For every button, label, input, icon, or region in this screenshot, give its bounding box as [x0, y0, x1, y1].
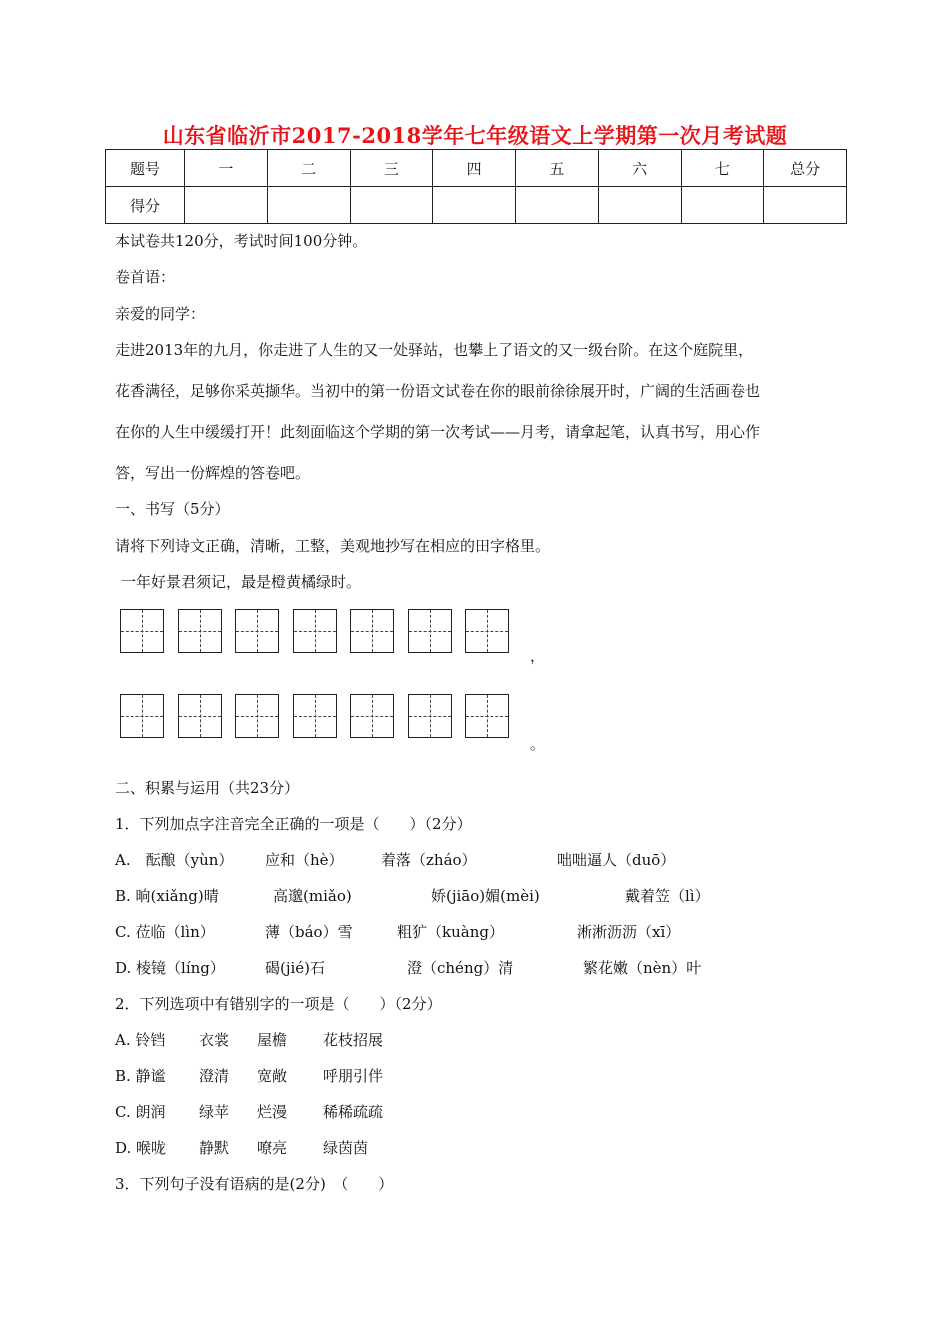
- score-table-col: 四: [433, 150, 516, 187]
- preface-paragraph-line: 走进2013年的九月，你走进了人生的又一处驿站，也攀上了语文的又一级台阶。在这个庭院里，: [115, 341, 754, 359]
- score-cell[interactable]: [681, 187, 764, 224]
- page-title: 山东省临沂市2017-2018学年七年级语文上学期第一次月考试题: [162, 123, 788, 148]
- preface-label: 卷首语：: [115, 268, 176, 286]
- section2-heading: 二、积累与运用（共23分）: [115, 779, 300, 797]
- tianzige-box[interactable]: [235, 694, 279, 738]
- section1-heading: 一、书写（5分）: [115, 500, 230, 518]
- tianzige-row-2: [120, 694, 523, 738]
- section1-instruction: 请将下列诗文正确，清晰，工整，美观地抄写在相应的田字格里。: [115, 537, 551, 555]
- q2-option-c[interactable]: C. 朗润 绿苹 烂漫 稀稀疏疏: [115, 1103, 384, 1121]
- row1-punctuation: ，: [530, 647, 546, 665]
- preface-paragraph-line: 答，写出一份辉煌的答卷吧。: [115, 464, 311, 482]
- score-table-col: 二: [267, 150, 350, 187]
- poem-line: 一年好景君须记，最是橙黄橘绿时。: [121, 573, 362, 591]
- q1-option-c[interactable]: C. 莅临（lìn） 薄（báo）雪 粗犷（kuàng） 淅淅沥沥（xī）: [115, 923, 681, 941]
- preface-paragraph-line: 在你的人生中缓缓打开！此刻面临这个学期的第一次考试——月考，请拿起笔，认真书写，用心作: [115, 423, 761, 441]
- tianzige-box[interactable]: [120, 609, 164, 653]
- tianzige-box[interactable]: [350, 694, 394, 738]
- tianzige-box[interactable]: [120, 694, 164, 738]
- score-cell[interactable]: [764, 187, 847, 224]
- tianzige-box[interactable]: [408, 694, 452, 738]
- tianzige-box[interactable]: [178, 609, 222, 653]
- score-table-col: 一: [185, 150, 268, 187]
- score-table-header-row: [106, 150, 847, 187]
- greeting: 亲爱的同学：: [115, 305, 206, 323]
- q1-option-a[interactable]: A. 酝酿（yùn） 应和（hè） 着落（zháo） 咄咄逼人（duō）: [115, 851, 676, 869]
- tianzige-box[interactable]: [293, 609, 337, 653]
- exam-info: 本试卷共120分，考试时间100分钟。: [115, 232, 368, 250]
- q1-option-b[interactable]: B. 晌(xiǎng)晴 高邈(miǎo) 娇(jiāo)媚(mèi) 戴着笠（lì）: [115, 887, 710, 905]
- q2-option-b[interactable]: B. 静谧 澄清 宽敞 呼朋引伴: [115, 1067, 384, 1085]
- tianzige-box[interactable]: [465, 694, 509, 738]
- score-table: [105, 149, 847, 224]
- score-cell[interactable]: [516, 187, 599, 224]
- q3-stem: 3．下列句子没有语病的是(2分) （ ）: [115, 1175, 394, 1193]
- tianzige-box[interactable]: [350, 609, 394, 653]
- tianzige-row-1: [120, 609, 523, 653]
- q2-stem: 2．下列选项中有错别字的一项是（ ）（2分）: [115, 995, 442, 1013]
- score-table-col: 五: [516, 150, 599, 187]
- score-cell[interactable]: [185, 187, 268, 224]
- row2-punctuation: 。: [530, 735, 546, 753]
- score-cell[interactable]: [433, 187, 516, 224]
- q2-option-d[interactable]: D. 喉咙 静默 嘹亮 绿茵茵: [115, 1139, 369, 1157]
- score-table-score-label: 得分: [106, 187, 185, 224]
- score-table-col: 六: [598, 150, 681, 187]
- score-table-col: 总分: [764, 150, 847, 187]
- q1-option-d[interactable]: D. 棱镜（líng） 碣(jié)石 澄（chéng）清 繁花嫩（nèn）叶: [115, 959, 702, 977]
- score-table-col: 三: [350, 150, 433, 187]
- tianzige-box[interactable]: [235, 609, 279, 653]
- score-table-header-label: 题号: [106, 150, 185, 187]
- score-cell[interactable]: [350, 187, 433, 224]
- score-table-score-row: [106, 187, 847, 224]
- tianzige-box[interactable]: [408, 609, 452, 653]
- score-table-col: 七: [681, 150, 764, 187]
- q1-stem: 1．下列加点字注音完全正确的一项是（ ）（2分）: [115, 815, 472, 833]
- score-cell[interactable]: [598, 187, 681, 224]
- tianzige-box[interactable]: [465, 609, 509, 653]
- q2-option-a[interactable]: A. 铃铛 衣裳 屋檐 花枝招展: [115, 1031, 384, 1049]
- score-cell[interactable]: [267, 187, 350, 224]
- tianzige-box[interactable]: [178, 694, 222, 738]
- tianzige-box[interactable]: [293, 694, 337, 738]
- preface-paragraph-line: 花香满径，足够你采英撷华。当初中的第一份语文试卷在你的眼前徐徐展开时，广阔的生活画卷也: [115, 382, 761, 400]
